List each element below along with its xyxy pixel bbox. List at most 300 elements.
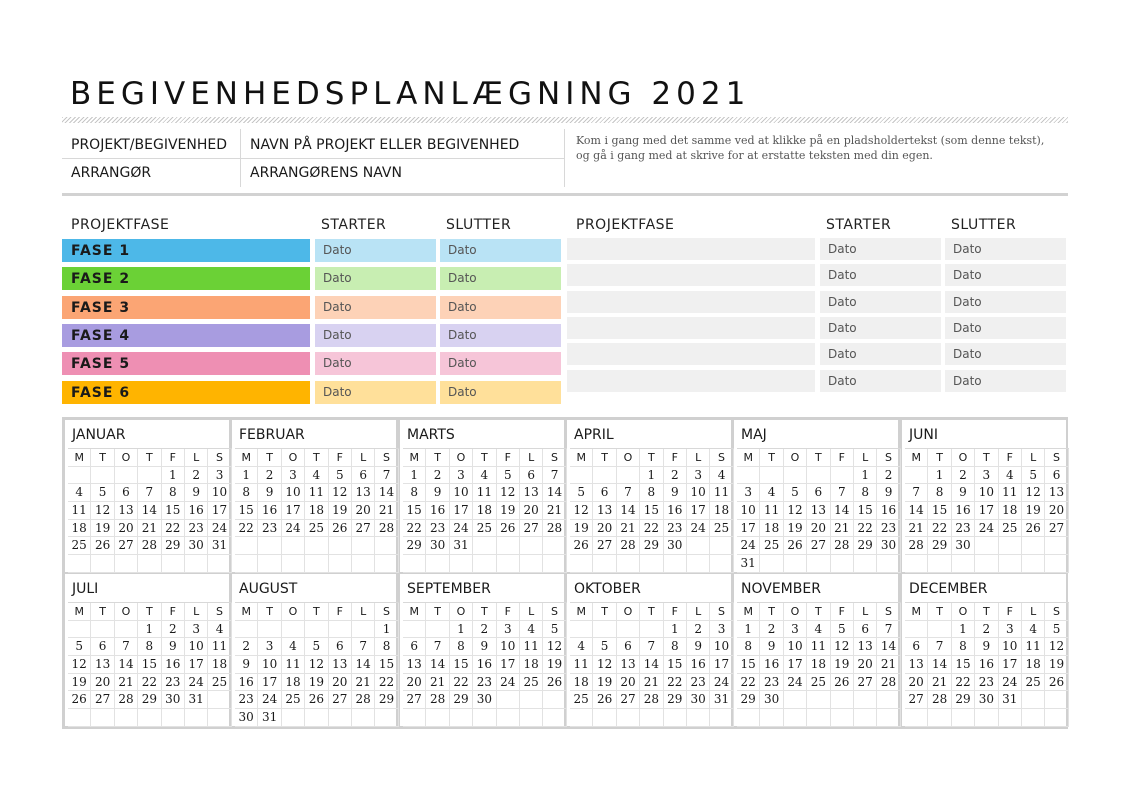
day-cell[interactable]: 29 (450, 691, 473, 709)
day-cell[interactable]: 7 (877, 621, 900, 639)
day-cell[interactable]: 14 (928, 656, 951, 674)
day-cell[interactable]: 23 (975, 674, 998, 692)
day-cell[interactable]: 17 (975, 502, 998, 520)
day-cell[interactable]: 17 (282, 502, 305, 520)
day-cell[interactable]: 18 (208, 656, 231, 674)
day-cell[interactable]: 10 (208, 484, 231, 502)
day-cell[interactable]: 22 (952, 674, 975, 692)
day-cell[interactable]: 22 (664, 674, 687, 692)
day-cell[interactable]: 23 (185, 520, 208, 538)
day-cell[interactable]: 17 (497, 656, 520, 674)
instruction-note[interactable]: Kom i gang med det samme ved at klikke på en pladsholdertekst (som denne tekst), og gå i gang med at skrive for at erstatte teksten med din egen. (576, 134, 1045, 162)
day-cell[interactable]: 15 (235, 502, 258, 520)
day-cell[interactable]: 12 (1045, 638, 1068, 656)
organizer-name-field[interactable]: ARRANGØRENS NAVN (250, 165, 402, 181)
day-cell[interactable]: 23 (664, 520, 687, 538)
day-cell[interactable]: 23 (760, 674, 783, 692)
extra-phase-end-date[interactable]: Dato (945, 264, 1066, 286)
day-cell[interactable]: 18 (570, 674, 593, 692)
day-cell[interactable]: 27 (115, 537, 138, 555)
day-cell[interactable]: 3 (999, 621, 1022, 639)
day-cell[interactable]: 9 (664, 484, 687, 502)
day-cell[interactable]: 16 (426, 502, 449, 520)
day-cell[interactable]: 26 (68, 691, 91, 709)
day-cell[interactable]: 11 (520, 638, 543, 656)
day-cell[interactable]: 22 (235, 520, 258, 538)
day-cell[interactable]: 20 (617, 674, 640, 692)
phase-name-4[interactable]: FASE 4 (62, 324, 310, 347)
day-cell[interactable]: 22 (138, 674, 161, 692)
day-cell[interactable]: 31 (185, 691, 208, 709)
day-cell[interactable]: 30 (877, 537, 900, 555)
day-cell[interactable]: 1 (664, 621, 687, 639)
day-cell[interactable]: 11 (570, 656, 593, 674)
day-cell[interactable]: 28 (877, 674, 900, 692)
day-cell[interactable]: 21 (543, 502, 566, 520)
day-cell[interactable]: 21 (352, 674, 375, 692)
day-cell[interactable]: 15 (138, 656, 161, 674)
day-cell[interactable]: 27 (91, 691, 114, 709)
day-cell[interactable]: 28 (905, 537, 928, 555)
day-cell[interactable]: 14 (426, 656, 449, 674)
day-cell[interactable]: 5 (68, 638, 91, 656)
day-cell[interactable]: 11 (305, 484, 328, 502)
day-cell[interactable]: 19 (329, 502, 352, 520)
day-cell[interactable]: 3 (784, 621, 807, 639)
day-cell[interactable]: 27 (854, 674, 877, 692)
day-cell[interactable]: 24 (784, 674, 807, 692)
day-cell[interactable]: 1 (928, 467, 951, 485)
day-cell[interactable]: 15 (854, 502, 877, 520)
day-cell[interactable]: 3 (208, 467, 231, 485)
extra-phase-end-date[interactable]: Dato (945, 291, 1066, 313)
day-cell[interactable]: 1 (235, 467, 258, 485)
day-cell[interactable]: 12 (593, 656, 616, 674)
day-cell[interactable]: 26 (497, 520, 520, 538)
day-cell[interactable]: 12 (543, 638, 566, 656)
day-cell[interactable]: 27 (1045, 520, 1068, 538)
day-cell[interactable]: 17 (737, 520, 760, 538)
day-cell[interactable]: 16 (185, 502, 208, 520)
day-cell[interactable]: 4 (305, 467, 328, 485)
phase-start-date[interactable]: Dato (315, 267, 436, 290)
day-cell[interactable]: 18 (282, 674, 305, 692)
day-cell[interactable]: 10 (258, 656, 281, 674)
day-cell[interactable]: 1 (952, 621, 975, 639)
day-cell[interactable]: 26 (593, 691, 616, 709)
day-cell[interactable]: 12 (570, 502, 593, 520)
day-cell[interactable]: 21 (905, 520, 928, 538)
day-cell[interactable]: 16 (952, 502, 975, 520)
day-cell[interactable]: 27 (352, 520, 375, 538)
day-cell[interactable]: 1 (640, 467, 663, 485)
day-cell[interactable]: 20 (403, 674, 426, 692)
day-cell[interactable]: 6 (115, 484, 138, 502)
day-cell[interactable]: 2 (760, 621, 783, 639)
phase-end-date[interactable]: Dato (440, 352, 561, 375)
day-cell[interactable]: 21 (138, 520, 161, 538)
day-cell[interactable]: 29 (162, 537, 185, 555)
day-cell[interactable]: 10 (710, 638, 733, 656)
day-cell[interactable]: 25 (1022, 674, 1045, 692)
day-cell[interactable]: 25 (208, 674, 231, 692)
day-cell[interactable]: 8 (403, 484, 426, 502)
day-cell[interactable]: 13 (352, 484, 375, 502)
day-cell[interactable]: 22 (737, 674, 760, 692)
day-cell[interactable]: 4 (1022, 621, 1045, 639)
day-cell[interactable]: 10 (282, 484, 305, 502)
day-cell[interactable]: 13 (617, 656, 640, 674)
day-cell[interactable]: 29 (928, 537, 951, 555)
day-cell[interactable]: 3 (687, 467, 710, 485)
day-cell[interactable]: 10 (784, 638, 807, 656)
phase-start-date[interactable]: Dato (315, 296, 436, 319)
phase-name-1[interactable]: FASE 1 (62, 239, 310, 262)
day-cell[interactable]: 21 (617, 520, 640, 538)
day-cell[interactable]: 17 (710, 656, 733, 674)
day-cell[interactable]: 16 (664, 502, 687, 520)
day-cell[interactable]: 13 (115, 502, 138, 520)
day-cell[interactable]: 21 (115, 674, 138, 692)
day-cell[interactable]: 18 (710, 502, 733, 520)
day-cell[interactable]: 24 (208, 520, 231, 538)
project-name-field[interactable]: NAVN PÅ PROJEKT ELLER BEGIVENHED (250, 137, 520, 153)
day-cell[interactable]: 30 (687, 691, 710, 709)
day-cell[interactable]: 16 (162, 656, 185, 674)
day-cell[interactable]: 18 (520, 656, 543, 674)
day-cell[interactable]: 25 (710, 520, 733, 538)
day-cell[interactable]: 13 (905, 656, 928, 674)
extra-phase-name[interactable] (567, 264, 815, 286)
day-cell[interactable]: 11 (282, 656, 305, 674)
day-cell[interactable]: 20 (329, 674, 352, 692)
day-cell[interactable]: 23 (687, 674, 710, 692)
day-cell[interactable]: 11 (760, 502, 783, 520)
day-cell[interactable]: 30 (760, 691, 783, 709)
day-cell[interactable]: 21 (426, 674, 449, 692)
day-cell[interactable]: 17 (784, 656, 807, 674)
day-cell[interactable]: 3 (737, 484, 760, 502)
day-cell[interactable]: 6 (854, 621, 877, 639)
day-cell[interactable]: 8 (138, 638, 161, 656)
day-cell[interactable]: 2 (687, 621, 710, 639)
day-cell[interactable]: 14 (905, 502, 928, 520)
extra-phase-name[interactable] (567, 370, 815, 392)
day-cell[interactable]: 13 (807, 502, 830, 520)
day-cell[interactable]: 28 (831, 537, 854, 555)
day-cell[interactable]: 23 (258, 520, 281, 538)
extra-phase-name[interactable] (567, 317, 815, 339)
day-cell[interactable]: 16 (760, 656, 783, 674)
day-cell[interactable]: 9 (687, 638, 710, 656)
day-cell[interactable]: 1 (737, 621, 760, 639)
day-cell[interactable]: 24 (975, 520, 998, 538)
day-cell[interactable]: 2 (952, 467, 975, 485)
day-cell[interactable]: 24 (258, 691, 281, 709)
day-cell[interactable]: 6 (905, 638, 928, 656)
day-cell[interactable]: 13 (91, 656, 114, 674)
day-cell[interactable]: 28 (928, 691, 951, 709)
day-cell[interactable]: 6 (1045, 467, 1068, 485)
day-cell[interactable]: 14 (352, 656, 375, 674)
day-cell[interactable]: 10 (975, 484, 998, 502)
day-cell[interactable]: 26 (1045, 674, 1068, 692)
day-cell[interactable]: 13 (403, 656, 426, 674)
day-cell[interactable]: 9 (473, 638, 496, 656)
phase-end-date[interactable]: Dato (440, 239, 561, 262)
day-cell[interactable]: 31 (208, 537, 231, 555)
day-cell[interactable]: 30 (426, 537, 449, 555)
day-cell[interactable]: 12 (497, 484, 520, 502)
phase-end-date[interactable]: Dato (440, 324, 561, 347)
day-cell[interactable]: 8 (375, 638, 398, 656)
day-cell[interactable]: 15 (952, 656, 975, 674)
day-cell[interactable]: 22 (162, 520, 185, 538)
day-cell[interactable]: 26 (305, 691, 328, 709)
phase-end-date[interactable]: Dato (440, 296, 561, 319)
day-cell[interactable]: 30 (473, 691, 496, 709)
day-cell[interactable]: 28 (617, 537, 640, 555)
day-cell[interactable]: 1 (450, 621, 473, 639)
day-cell[interactable]: 5 (91, 484, 114, 502)
day-cell[interactable]: 23 (426, 520, 449, 538)
day-cell[interactable]: 4 (760, 484, 783, 502)
extra-phase-end-date[interactable]: Dato (945, 370, 1066, 392)
day-cell[interactable]: 27 (593, 537, 616, 555)
day-cell[interactable]: 25 (305, 520, 328, 538)
day-cell[interactable]: 19 (497, 502, 520, 520)
day-cell[interactable]: 29 (375, 691, 398, 709)
day-cell[interactable]: 19 (570, 520, 593, 538)
day-cell[interactable]: 25 (570, 691, 593, 709)
day-cell[interactable]: 9 (162, 638, 185, 656)
day-cell[interactable]: 10 (687, 484, 710, 502)
day-cell[interactable]: 25 (473, 520, 496, 538)
day-cell[interactable]: 4 (710, 467, 733, 485)
day-cell[interactable]: 5 (497, 467, 520, 485)
day-cell[interactable]: 14 (543, 484, 566, 502)
day-cell[interactable]: 23 (952, 520, 975, 538)
day-cell[interactable]: 9 (426, 484, 449, 502)
day-cell[interactable]: 20 (520, 502, 543, 520)
day-cell[interactable]: 26 (1022, 520, 1045, 538)
day-cell[interactable]: 12 (305, 656, 328, 674)
day-cell[interactable]: 19 (68, 674, 91, 692)
phase-start-date[interactable]: Dato (315, 352, 436, 375)
day-cell[interactable]: 30 (975, 691, 998, 709)
day-cell[interactable]: 8 (737, 638, 760, 656)
day-cell[interactable]: 1 (375, 621, 398, 639)
day-cell[interactable]: 25 (999, 520, 1022, 538)
day-cell[interactable]: 26 (570, 537, 593, 555)
day-cell[interactable]: 14 (877, 638, 900, 656)
day-cell[interactable]: 5 (831, 621, 854, 639)
day-cell[interactable]: 4 (282, 638, 305, 656)
day-cell[interactable]: 14 (617, 502, 640, 520)
day-cell[interactable]: 21 (928, 674, 951, 692)
day-cell[interactable]: 23 (473, 674, 496, 692)
day-cell[interactable]: 24 (497, 674, 520, 692)
day-cell[interactable]: 28 (352, 691, 375, 709)
day-cell[interactable]: 7 (352, 638, 375, 656)
day-cell[interactable]: 5 (1022, 467, 1045, 485)
day-cell[interactable]: 7 (138, 484, 161, 502)
day-cell[interactable]: 1 (854, 467, 877, 485)
day-cell[interactable]: 13 (593, 502, 616, 520)
day-cell[interactable]: 25 (282, 691, 305, 709)
day-cell[interactable]: 11 (68, 502, 91, 520)
extra-phase-start-date[interactable]: Dato (820, 343, 941, 365)
day-cell[interactable]: 2 (235, 638, 258, 656)
day-cell[interactable]: 4 (208, 621, 231, 639)
day-cell[interactable]: 20 (91, 674, 114, 692)
day-cell[interactable]: 3 (450, 467, 473, 485)
day-cell[interactable]: 22 (375, 674, 398, 692)
day-cell[interactable]: 28 (375, 520, 398, 538)
day-cell[interactable]: 10 (450, 484, 473, 502)
day-cell[interactable]: 16 (258, 502, 281, 520)
day-cell[interactable]: 2 (975, 621, 998, 639)
day-cell[interactable]: 6 (520, 467, 543, 485)
day-cell[interactable]: 4 (999, 467, 1022, 485)
extra-phase-start-date[interactable]: Dato (820, 291, 941, 313)
day-cell[interactable]: 3 (185, 621, 208, 639)
day-cell[interactable]: 5 (329, 467, 352, 485)
day-cell[interactable]: 8 (664, 638, 687, 656)
day-cell[interactable]: 19 (831, 656, 854, 674)
day-cell[interactable]: 25 (807, 674, 830, 692)
extra-phase-start-date[interactable]: Dato (820, 317, 941, 339)
day-cell[interactable]: 6 (403, 638, 426, 656)
day-cell[interactable]: 2 (473, 621, 496, 639)
day-cell[interactable]: 16 (473, 656, 496, 674)
day-cell[interactable]: 8 (952, 638, 975, 656)
day-cell[interactable]: 7 (543, 467, 566, 485)
day-cell[interactable]: 7 (831, 484, 854, 502)
day-cell[interactable]: 3 (497, 621, 520, 639)
day-cell[interactable]: 8 (640, 484, 663, 502)
day-cell[interactable]: 26 (329, 520, 352, 538)
day-cell[interactable]: 15 (450, 656, 473, 674)
day-cell[interactable]: 30 (952, 537, 975, 555)
day-cell[interactable]: 6 (91, 638, 114, 656)
day-cell[interactable]: 12 (68, 656, 91, 674)
day-cell[interactable]: 5 (543, 621, 566, 639)
day-cell[interactable]: 28 (426, 691, 449, 709)
extra-phase-name[interactable] (567, 291, 815, 313)
phase-start-date[interactable]: Dato (315, 324, 436, 347)
day-cell[interactable]: 1 (162, 467, 185, 485)
day-cell[interactable]: 2 (258, 467, 281, 485)
day-cell[interactable]: 18 (760, 520, 783, 538)
day-cell[interactable]: 9 (952, 484, 975, 502)
day-cell[interactable]: 8 (928, 484, 951, 502)
day-cell[interactable]: 21 (831, 520, 854, 538)
extra-phase-end-date[interactable]: Dato (945, 238, 1066, 260)
day-cell[interactable]: 6 (807, 484, 830, 502)
day-cell[interactable]: 29 (952, 691, 975, 709)
day-cell[interactable]: 28 (640, 691, 663, 709)
day-cell[interactable]: 13 (854, 638, 877, 656)
extra-phase-start-date[interactable]: Dato (820, 238, 941, 260)
day-cell[interactable]: 13 (329, 656, 352, 674)
day-cell[interactable]: 10 (497, 638, 520, 656)
day-cell[interactable]: 14 (115, 656, 138, 674)
day-cell[interactable]: 16 (235, 674, 258, 692)
day-cell[interactable]: 27 (905, 691, 928, 709)
day-cell[interactable]: 19 (543, 656, 566, 674)
day-cell[interactable]: 31 (450, 537, 473, 555)
day-cell[interactable]: 17 (999, 656, 1022, 674)
day-cell[interactable]: 1 (403, 467, 426, 485)
day-cell[interactable]: 5 (570, 484, 593, 502)
day-cell[interactable]: 17 (185, 656, 208, 674)
day-cell[interactable]: 27 (617, 691, 640, 709)
day-cell[interactable]: 30 (185, 537, 208, 555)
day-cell[interactable]: 13 (520, 484, 543, 502)
day-cell[interactable]: 9 (185, 484, 208, 502)
day-cell[interactable]: 16 (877, 502, 900, 520)
day-cell[interactable]: 19 (1022, 502, 1045, 520)
day-cell[interactable]: 22 (403, 520, 426, 538)
day-cell[interactable]: 11 (710, 484, 733, 502)
day-cell[interactable]: 17 (258, 674, 281, 692)
day-cell[interactable]: 17 (208, 502, 231, 520)
day-cell[interactable]: 5 (784, 484, 807, 502)
day-cell[interactable]: 30 (664, 537, 687, 555)
day-cell[interactable]: 20 (807, 520, 830, 538)
day-cell[interactable]: 21 (375, 502, 398, 520)
day-cell[interactable]: 8 (450, 638, 473, 656)
day-cell[interactable]: 10 (185, 638, 208, 656)
day-cell[interactable]: 22 (928, 520, 951, 538)
day-cell[interactable]: 23 (877, 520, 900, 538)
day-cell[interactable]: 7 (426, 638, 449, 656)
day-cell[interactable]: 6 (593, 484, 616, 502)
phase-name-6[interactable]: FASE 6 (62, 381, 310, 404)
day-cell[interactable]: 28 (138, 537, 161, 555)
day-cell[interactable]: 8 (854, 484, 877, 502)
day-cell[interactable]: 20 (1045, 502, 1068, 520)
day-cell[interactable]: 24 (687, 520, 710, 538)
day-cell[interactable]: 26 (831, 674, 854, 692)
day-cell[interactable]: 3 (282, 467, 305, 485)
day-cell[interactable]: 7 (617, 484, 640, 502)
day-cell[interactable]: 23 (235, 691, 258, 709)
day-cell[interactable]: 31 (258, 709, 281, 727)
day-cell[interactable]: 31 (710, 691, 733, 709)
day-cell[interactable]: 2 (877, 467, 900, 485)
day-cell[interactable]: 28 (115, 691, 138, 709)
day-cell[interactable]: 8 (235, 484, 258, 502)
day-cell[interactable]: 7 (115, 638, 138, 656)
day-cell[interactable]: 27 (329, 691, 352, 709)
day-cell[interactable]: 24 (185, 674, 208, 692)
phase-name-5[interactable]: FASE 5 (62, 352, 310, 375)
day-cell[interactable]: 21 (640, 674, 663, 692)
day-cell[interactable]: 18 (807, 656, 830, 674)
day-cell[interactable]: 15 (664, 656, 687, 674)
day-cell[interactable]: 4 (570, 638, 593, 656)
day-cell[interactable]: 30 (235, 709, 258, 727)
day-cell[interactable]: 22 (640, 520, 663, 538)
day-cell[interactable]: 27 (403, 691, 426, 709)
extra-phase-name[interactable] (567, 343, 815, 365)
day-cell[interactable]: 15 (737, 656, 760, 674)
day-cell[interactable]: 29 (737, 691, 760, 709)
day-cell[interactable]: 6 (352, 467, 375, 485)
day-cell[interactable]: 7 (928, 638, 951, 656)
